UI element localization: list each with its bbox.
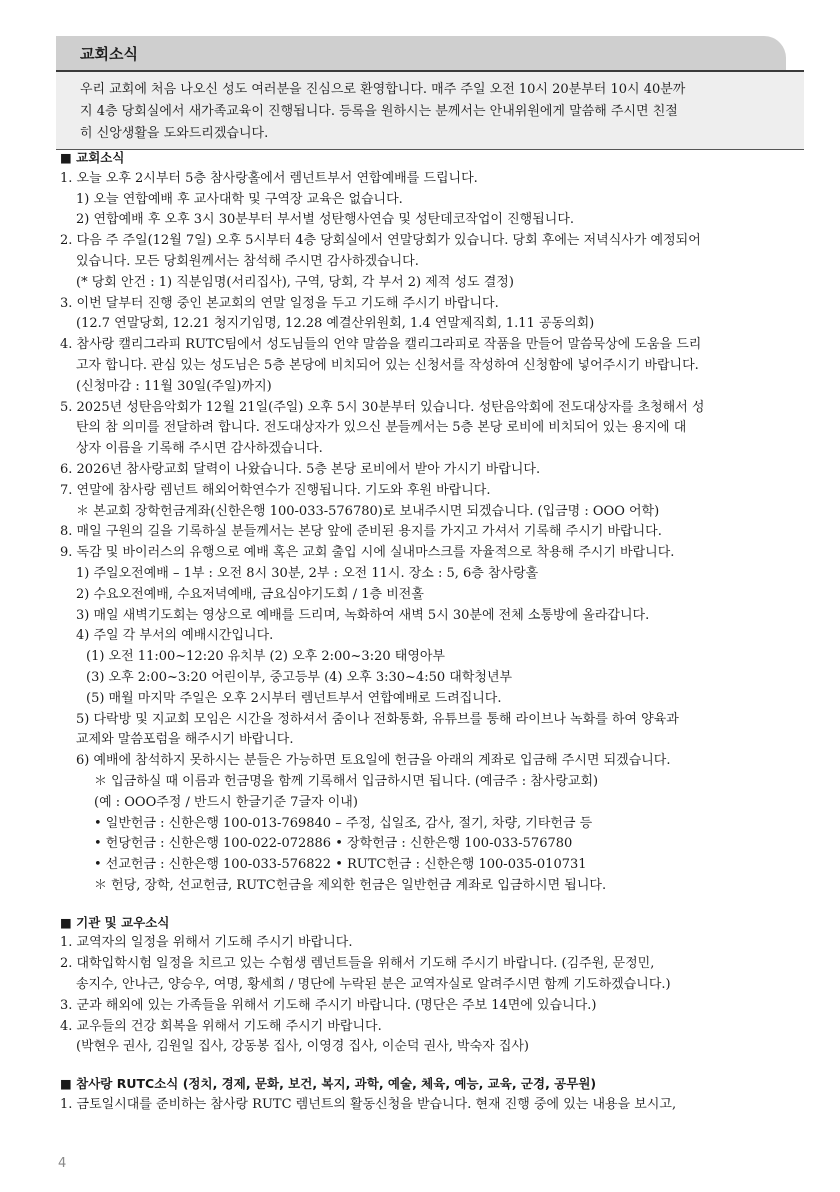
news-item-line: 고자 합니다. 관심 있는 성도님은 5층 본당에 비치되어 있는 신청서를 작성하여 신청함에 넣어주시기 바랍니다. (76, 357, 699, 373)
news-item-line: 6. 2026년 참사랑교회 달력이 나왔습니다. 5층 본당 로비에서 받아 가시기 바랍니다. (60, 461, 541, 477)
news-item-line: 있습니다. 모든 당회원께서는 참석해 주시면 감사하겠습니다. (76, 253, 419, 269)
section-heading: ■ 기관 및 교우소식 (60, 914, 170, 930)
news-item-line: 2) 수요오전예배, 수요저녁예배, 금요심야기도회 / 1층 비전홀 (76, 586, 424, 602)
news-item-line: 1. 교역자의 일정을 위해서 기도해 주시기 바랍니다. (60, 935, 353, 951)
news-section (60, 1074, 780, 1116)
news-item-line: 1. 오늘 오후 2시부터 5층 참사랑홀에서 렘넌트부서 연합예배를 드립니다. (60, 170, 478, 186)
news-item-line: ＊ 헌당, 장학, 선교헌금, RUTC헌금을 제외한 헌금은 일반헌금 계좌로 입금하시면 됩니다. (94, 877, 607, 893)
news-item-line: 5) 다락방 및 지교회 모임은 시간을 정하셔서 줌이나 전화통화, 유튜브를 통해 라이브나 녹화를 하여 양육과 (76, 711, 679, 727)
news-item-line: (1) 오전 11:00~12:20 유치부 (2) 오후 2:00~3:20 태영아부 (86, 649, 445, 665)
news-item-line: (신청마감 : 11월 30일(주일)까지) (76, 378, 272, 394)
welcome-line: 지 4층 당회실에서 새가족교육이 진행됩니다. 등록을 원하시는 분께서는 안내위원에게 말씀해 주시면 친절 (80, 104, 678, 119)
news-item-line: 3. 이번 달부터 진행 중인 본교회의 연말 일정을 두고 기도해 주시기 바랍니다. (60, 295, 499, 311)
news-item-line: 1) 오늘 연합예배 후 교사대학 및 구역장 교육은 없습니다. (76, 191, 403, 207)
news-item-line: 2. 다음 주 주일(12월 7일) 오후 5시부터 4층 당회실에서 연말당회가 있습니다. 당회 후에는 저녁식사가 예정되어 (60, 233, 701, 249)
news-item-line: (3) 오후 2:00~3:20 어린이부, 중고등부 (4) 오후 3:30~4:50 대학청년부 (86, 669, 513, 685)
section-spacer (60, 1058, 780, 1074)
news-item-line: ＊ 입금하실 때 이름과 헌금명을 함께 기록해서 입금하시면 됩니다. (예금주 : 참사랑교회) (94, 773, 599, 789)
news-item-line: 1) 주일오전예배 – 1부 : 오전 8시 30분, 2부 : 오전 11시. 장소 : 5, 6층 참사랑홀 (76, 565, 539, 581)
news-item-line: 3. 군과 해외에 있는 가족들을 위해서 기도해 주시기 바랍니다. (명단은 주보 14면에 있습니다.) (60, 997, 597, 1013)
news-section (60, 913, 780, 1059)
news-item-line: 4. 교우들의 건강 회복을 위해서 기도해 주시기 바랍니다. (60, 1018, 382, 1034)
news-item-line: 교제와 말씀포럼을 해주시기 바랍니다. (76, 732, 294, 748)
news-item-line: 7. 연말에 참사랑 렘넌트 해외어학연수가 진행됩니다. 기도와 후원 바랍니다. (60, 482, 491, 498)
news-item-line: • 일반헌금 : 신한은행 100-013-769840 – 주정, 십일조, 감사, 절기, 차량, 기타헌금 등 (94, 815, 593, 831)
section-heading: ■ 교회소식 (60, 150, 125, 165)
news-item-line: 2. 대학입학시험 일정을 치르고 있는 수험생 렘넌트들을 위해서 기도해 주시기 바랍니다. (김주원, 문정민, (60, 956, 655, 972)
page-title: 교회소식 (80, 45, 138, 63)
news-item-line: (* 당회 안건 : 1) 직분임명(서리집사), 구역, 당회, 각 부서 2) 제적 성도 결정) (76, 274, 514, 290)
news-item-line: 송지수, 안나근, 양승우, 여명, 황세희 / 명단에 누락된 분은 교역자실로 알려주시면 함께 기도하겠습니다.) (76, 977, 671, 993)
news-item-line: 상자 이름을 기록해 주시면 감사하겠습니다. (76, 441, 323, 457)
news-item-line: 탄의 참 의미를 전달하려 합니다. 전도대상자가 있으신 분들께서는 5층 본당 로비에 비치되어 있는 용지에 대 (76, 420, 687, 436)
news-item-line: ＊ 본교회 장학헌금계좌(신한은행 100-033-576780)로 보내주시면 되겠습니다. (입금명 : OOO 어학) (76, 503, 660, 519)
header-bar (56, 36, 786, 70)
news-content (60, 148, 780, 1116)
news-section (60, 148, 780, 897)
news-item-line: 3) 매일 새벽기도회는 영상으로 예배를 드리며, 녹화하여 새벽 5시 30분에 전체 소통방에 올라갑니다. (76, 607, 650, 623)
news-item-line: 6) 예배에 참석하지 못하시는 분들은 가능하면 토요일에 헌금을 아래의 계좌로 입금해 주시면 되겠습니다. (76, 753, 671, 769)
news-item-line: 1. 금토일시대를 준비하는 참사랑 RUTC 렘넌트의 활동신청을 받습니다. 현재 진행 중에 있는 내용을 보시고, (60, 1097, 677, 1113)
news-item-line: (5) 매월 마지막 주일은 오후 2시부터 렘넌트부서 연합예배로 드려집니다. (86, 690, 502, 706)
news-item-line: 8. 매일 구원의 길을 기록하실 분들께서는 본당 앞에 준비된 용지를 가지고 가셔서 기록해 주시기 바랍니다. (60, 524, 662, 540)
news-item-line: 2) 연합예배 후 오후 3시 30분부터 부서별 성탄행사연습 및 성탄데코작업이 진행됩니다. (76, 212, 575, 228)
news-item-line: (예 : OOO주정 / 반드시 한글기준 7글자 이내) (94, 794, 358, 810)
welcome-line: 히 신앙생활을 도와드리겠습니다. (80, 126, 269, 141)
news-item-line: • 헌당헌금 : 신한은행 100-022-072886 • 장학헌금 : 신한은행 100-033-576780 (94, 836, 573, 852)
news-item-line: • 선교헌금 : 신한은행 100-033-576822 • RUTC헌금 : 신한은행 100-035-010731 (94, 857, 587, 873)
welcome-line: 우리 교회에 처음 나오신 성도 여러분을 진심으로 환영합니다. 매주 주일 오전 10시 20분부터 10시 40분까 (80, 82, 686, 97)
welcome-box (56, 70, 804, 150)
section-spacer (60, 897, 780, 913)
page-number: 4 (58, 1156, 67, 1171)
section-heading: ■ 참사랑 RUTC소식 (정치, 경제, 문화, 보건, 복지, 과학, 예술, 체육, 예능, 교육, 군경, 공무원) (60, 1076, 597, 1092)
news-item-line: 4. 참사랑 캘리그라피 RUTC팀에서 성도님들의 언약 말씀을 캘리그라피로 작품을 만들어 말씀묵상에 도움을 드리 (60, 337, 702, 353)
news-item-line: 4) 주일 각 부서의 예배시간입니다. (76, 628, 274, 644)
news-item-line: 9. 독감 및 바이러스의 유행으로 예배 혹은 교회 출입 시에 실내마스크를 자율적으로 착용해 주시기 바랍니다. (60, 545, 675, 561)
news-item-line: (박현우 권사, 김원일 집사, 강동봉 집사, 이영경 집사, 이순덕 권사, 박숙자 집사) (76, 1039, 530, 1055)
news-item-line: 5. 2025년 성탄음악회가 12월 21일(주일) 오후 5시 30분부터 있습니다. 성탄음악회에 전도대상자를 초청해서 성 (60, 399, 705, 415)
news-item-line: (12.7 연말당회, 12.21 청지기임명, 12.28 예결산위원회, 1.4 연말제직회, 1.11 공동의회) (76, 316, 595, 332)
